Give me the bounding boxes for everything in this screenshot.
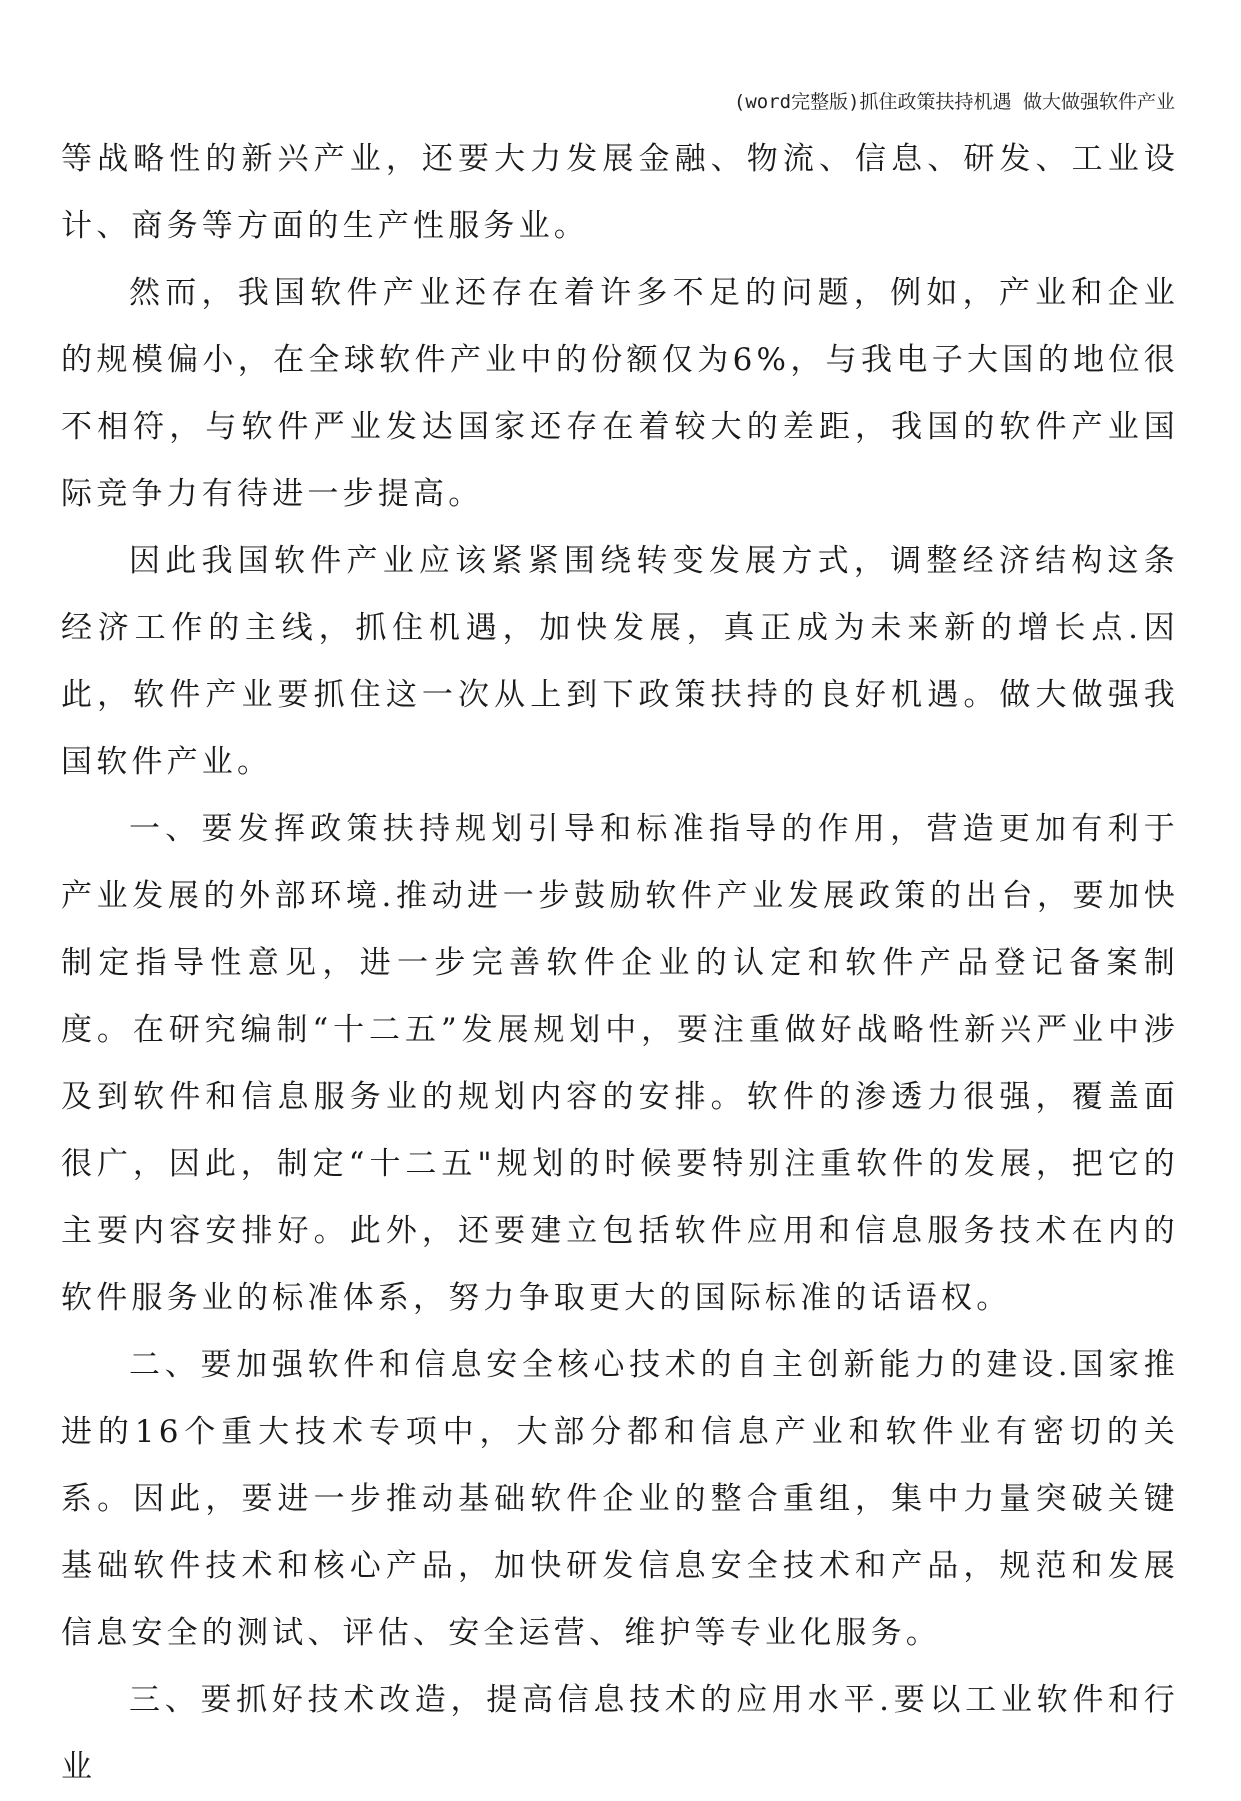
paragraph-problems: 然而，我国软件产业还存在着许多不足的问题，例如，产业和企业的规模偏小，在全球软件产业中的份额仅为6%，与我电子大国的地位很不相符，与软件严业发达国家还存在着较大的差距，我国的软件产业国际竞争力有待进一步提高。: [61, 275, 1179, 512]
paragraph-point-three: 三、要抓好技术改造，提高信息技术的应用水平.要以工业软件和行业: [61, 1682, 1179, 1785]
paragraph-point-one: 一、要发挥政策扶持规划引导和标准指导的作用，营造更加有利于产业发展的外部环境.推动进一步鼓励软件产业发展政策的出台，要加快制定指导性意见，进一步完善软件企业的认定和软件产品登记备案制度。在研究编制“十二五”发展规划中，要注重做好战略性新兴严业中涉及到软件和信息服务业的规划内容的安排。软件的渗透力很强，覆盖面很广，因此，制定“十二五"规划的时候要特别注重软件的发展，把它的主要内容安排好。此外，还要建立包括软件应用和信息服务技术在内的软件服务业的标准体系，努力争取更大的国际标准的话语权。: [61, 811, 1179, 1316]
paragraph-continuation: 等战略性的新兴产业，还要大力发展金融、物流、信息、研发、工业设计、商务等方面的生产性服务业。: [61, 141, 1179, 244]
paragraph-point-two: 二、要加强软件和信息安全核心技术的自主创新能力的建设.国家推进的16个重大技术专项中，大部分都和信息产业和软件业有密切的关系。因此，要进一步推动基础软件企业的整合重组，集中力量突破关键基础软件技术和核心产品，加快研发信息安全技术和产品，规范和发展信息安全的测试、评估、安全运营、维护等专业化服务。: [61, 1347, 1179, 1651]
running-header: (word完整版)抓住政策扶持机遇 做大做强软件产业: [733, 91, 1175, 113]
document-body: [61, 126, 1179, 1801]
paragraph-opportunity: 因此我国软件产业应该紧紧围绕转变发展方式，调整经济结构这条经济工作的主线，抓住机遇，加快发展，真正成为未来新的增长点.因此，软件产业要抓住这一次从上到下政策扶持的良好机遇。做大做强我国软件产业。: [61, 543, 1179, 780]
